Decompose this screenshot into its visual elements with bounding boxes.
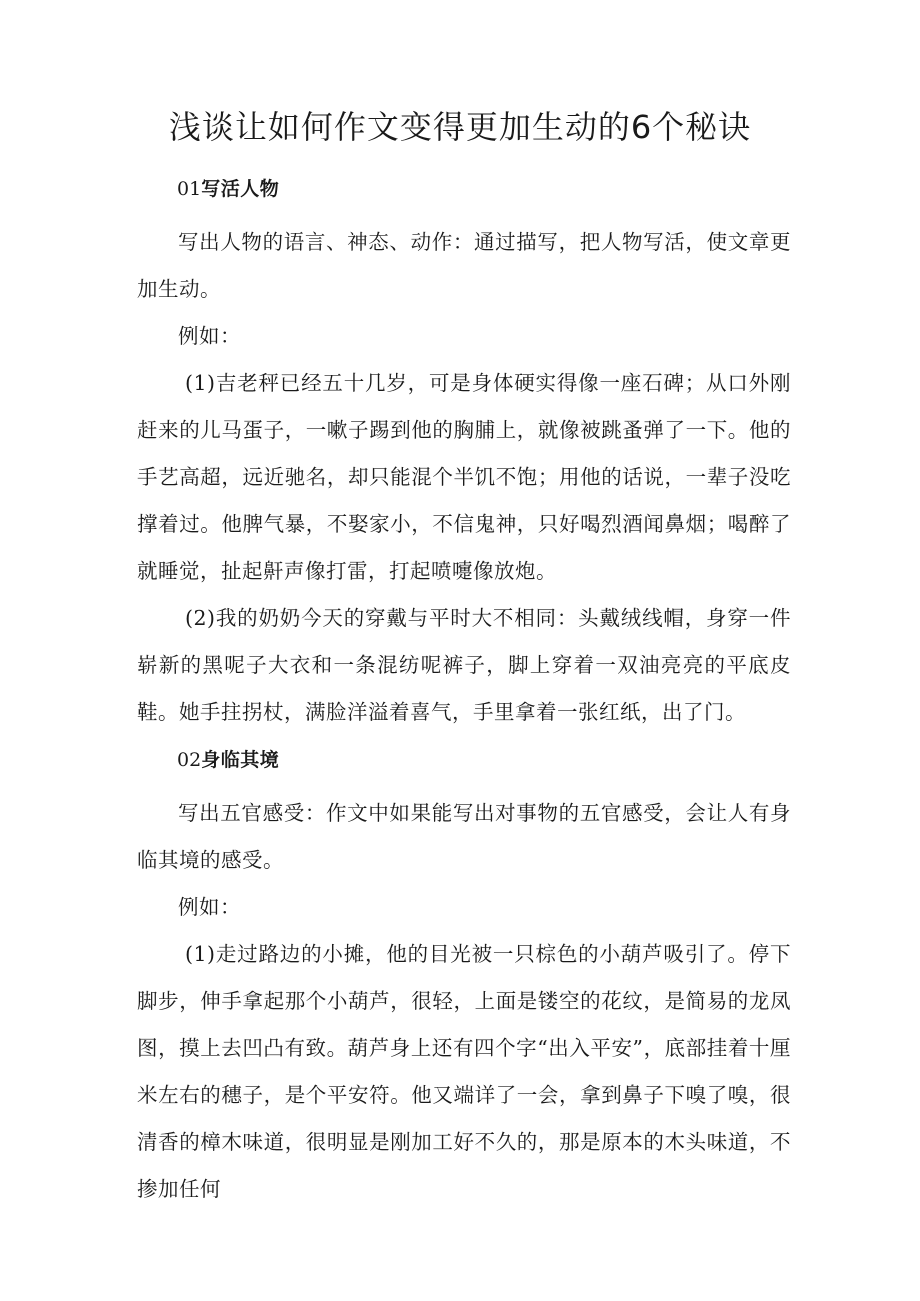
document-body [137, 171, 791, 1213]
section-intro: 写出五官感受：作文中如果能写出对事物的五官感受，会让人有身临其境的感受。 [137, 801, 791, 872]
section-title: 身临其境 [201, 749, 280, 771]
example-paragraph: (2)我的奶奶今天的穿戴与平时大不相同：头戴绒线帽，身穿一件崭新的黑呢子大衣和一条混纺呢裤子，脚上穿着一双油亮亮的平底皮鞋。她手拄拐杖，满脸洋溢着喜气，手里拿着一张红纸，出了门。 [137, 606, 791, 724]
section-number: 02 [177, 749, 202, 771]
document-title: 浅谈让如何作文变得更加生动的6个秘诀 [168, 108, 752, 146]
section-1 [137, 171, 791, 736]
section-number: 01 [177, 178, 202, 200]
section-heading [137, 171, 791, 207]
example-label: 例如： [178, 324, 241, 348]
section-intro: 写出人物的语言、神态、动作：通过描写，把人物写活，使文章更加生动。 [137, 230, 791, 301]
section-heading [137, 742, 791, 778]
example-label: 例如： [178, 895, 241, 919]
example-paragraph: (1)走过路边的小摊，他的目光被一只棕色的小葫芦吸引了。停下脚步，伸手拿起那个小葫芦，很轻，上面是镂空的花纹，是简易的龙凤图，摸上去凹凸有致。葫芦身上还有四个字“出入平安”，底部挂着十厘米左右的穗子，是个平安符。他又端详了一会，拿到鼻子下嗅了嗅，很清香的樟木味道，很明显是刚加工好不久的，那是原本的木头味道，不掺加任何 [137, 942, 791, 1201]
example-paragraph: (1)吉老秤已经五十几岁，可是身体硬实得像一座石碑；从口外刚赶来的儿马蛋子，一嗽子踢到他的胸脯上，就像被跳蚤弹了一下。他的手艺高超，远近驰名，却只能混个半饥不饱；用他的话说，一辈子没吃撑着过。他脾气暴，不娶家小，不信鬼神，只好喝烈酒闻鼻烟；喝醉了就睡觉，扯起鼾声像打雷，打起喷嚏像放炮。 [137, 371, 791, 583]
section-2 [137, 742, 791, 1213]
section-title: 写活人物 [201, 178, 280, 200]
